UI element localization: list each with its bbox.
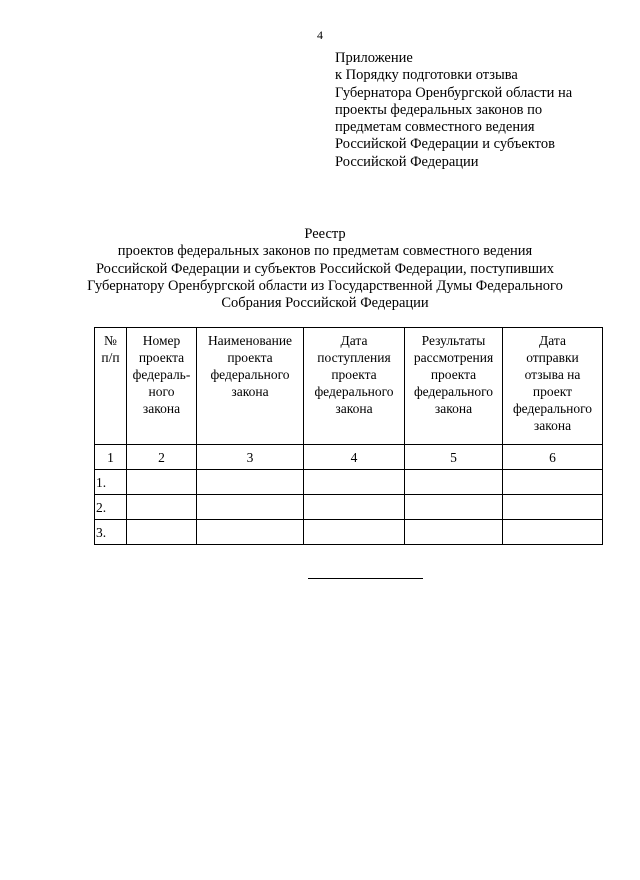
- empty-cell: [304, 470, 405, 495]
- page-number: 4: [317, 28, 323, 42]
- empty-cell: [127, 520, 197, 545]
- header-cell-number: [95, 328, 127, 445]
- column-number-cell: 4: [304, 445, 405, 470]
- table-header-row: [95, 328, 603, 445]
- table-row: [95, 470, 603, 495]
- column-number-cell: 5: [405, 445, 503, 470]
- column-number-cell: 1: [95, 445, 127, 470]
- header-text: проекта: [430, 367, 477, 382]
- header-cell-review-results: [405, 328, 503, 445]
- row-number-cell: 3.: [95, 520, 127, 545]
- empty-cell: [503, 470, 603, 495]
- header-text: отправки: [526, 350, 579, 365]
- header-cell-receipt-date: [304, 328, 405, 445]
- header-text: проекта: [331, 367, 377, 382]
- appendix-line: Российской Федерации: [335, 153, 479, 170]
- empty-cell: [197, 470, 304, 495]
- header-text: Дата: [340, 333, 368, 348]
- header-text: Дата: [539, 333, 566, 348]
- header-text: закона: [142, 401, 181, 416]
- column-number-row: [95, 445, 603, 470]
- row-number-cell: 2.: [95, 495, 127, 520]
- title-line: проектов федеральных законов по предметам совместного ведения: [117, 243, 533, 260]
- header-text: проекта: [227, 350, 273, 365]
- row-number-cell: 1.: [95, 470, 127, 495]
- appendix-line: предметам совместного ведения: [335, 119, 535, 136]
- appendix-block: [335, 50, 625, 171]
- header-text: федераль-: [132, 367, 191, 382]
- header-cell-feedback-date: [503, 328, 603, 445]
- header-text: п/п: [101, 350, 120, 365]
- table-row: [95, 520, 603, 545]
- header-text: федерального: [210, 367, 290, 382]
- header-text: Результаты: [421, 333, 486, 348]
- header-text: закона: [231, 384, 269, 399]
- header-text: Наименование: [207, 333, 293, 348]
- header-text: отзыва на: [524, 367, 581, 382]
- empty-cell: [503, 495, 603, 520]
- empty-cell: [405, 470, 503, 495]
- empty-cell: [405, 520, 503, 545]
- document-title: [60, 226, 590, 312]
- closing-rule: [308, 578, 423, 579]
- column-number-cell: 2: [127, 445, 197, 470]
- appendix-line: Российской Федерации и субъектов: [335, 136, 555, 153]
- title-heading: Реестр: [304, 226, 346, 242]
- header-text: закона: [434, 401, 473, 416]
- empty-cell: [127, 470, 197, 495]
- header-text: федерального: [314, 384, 394, 399]
- header-text: закона: [533, 418, 572, 433]
- header-text: ного: [148, 384, 175, 399]
- empty-cell: [304, 495, 405, 520]
- registry-table: [94, 327, 603, 545]
- title-line: Российской Федерации и субъектов Российской Федерации, поступивших: [95, 260, 555, 277]
- title-line: Собрания Российской Федерации: [221, 295, 429, 312]
- column-number-cell: 3: [197, 445, 304, 470]
- table-row: [95, 495, 603, 520]
- column-number-cell: 6: [503, 445, 603, 470]
- header-text: Номер: [142, 333, 181, 348]
- empty-cell: [405, 495, 503, 520]
- empty-cell: [197, 520, 304, 545]
- header-text: проект: [532, 384, 573, 399]
- header-cell-bill-name: [197, 328, 304, 445]
- empty-cell: [304, 520, 405, 545]
- header-text: проекта: [138, 350, 185, 365]
- header-text: №: [104, 333, 117, 348]
- header-text: закона: [335, 401, 373, 416]
- header-text: рассмотрения: [413, 350, 494, 365]
- empty-cell: [127, 495, 197, 520]
- header-text: федерального: [413, 384, 494, 399]
- appendix-line: проекты федеральных законов по: [335, 101, 543, 118]
- appendix-line: Приложение: [335, 50, 413, 66]
- title-line: Губернатору Оренбургской области из Государственной Думы Федерального: [87, 277, 563, 294]
- header-text: поступления: [317, 350, 391, 365]
- empty-cell: [503, 520, 603, 545]
- appendix-line: Губернатора Оренбургской области на: [335, 84, 573, 101]
- header-text: федерального: [512, 401, 593, 416]
- appendix-line: к Порядку подготовки отзыва: [335, 67, 518, 84]
- header-cell-bill-number: [127, 328, 197, 445]
- empty-cell: [197, 495, 304, 520]
